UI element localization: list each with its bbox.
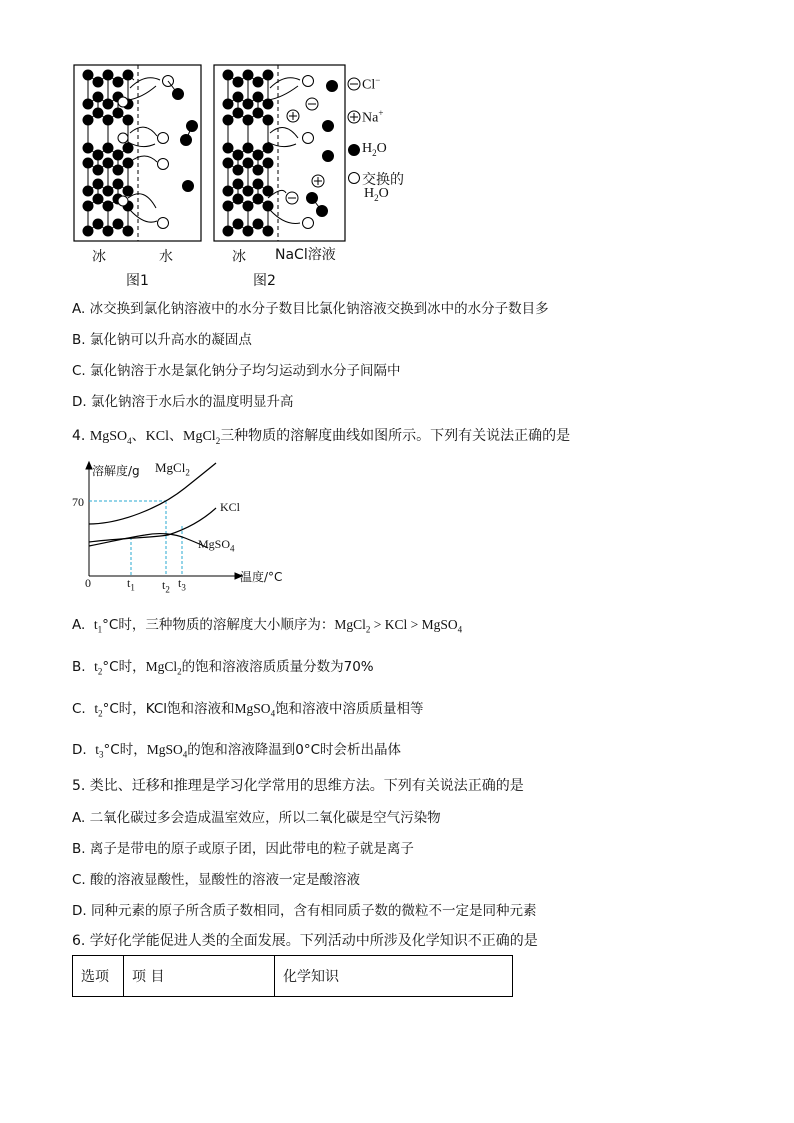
q6-header-knowledge: 化学知识 [275,956,513,997]
fig1-water-label: 水 [159,249,173,265]
q3-option-a: A. 冰交换到氯化钠溶液中的水分子数目比氯化钠溶液交换到冰中的水分子数目多 [72,301,549,317]
q4-option-b: B. $t_2^\circ C$时，MgCl$_2$的饱和溶液溶质质量分数为70% [72,659,374,677]
chart-y-tick-70: 70 [72,495,84,509]
q6-header-item: 项 目 [124,956,275,997]
legend-exchange-label: 交换的 [362,172,404,188]
chart-x-tick-t2: $t_2$ [162,578,170,595]
q6-header-option: 选项 [73,956,124,997]
q4-stem: 4. MgSO$_4$、KCl、MgCl$_2$三种物质的溶解度曲线如图所示。下列有关说法正确的是 [72,428,571,446]
q4-option-d: D. $t_3^\circ C$时，MgSO$_4$的饱和溶液降温到0°C时会析出晶体 [72,742,402,760]
chart-origin-label: 0 [85,576,91,590]
fig1-caption: 图1 [126,273,149,289]
chart-ylabel: 溶解度/g [92,464,140,478]
q5-option-d: D. 同种元素的原子所含质子数相同，含有相同质子数的微粒不一定是同种元素 [72,903,537,919]
kcl-curve [89,508,216,542]
fig1-ice-label: 冰 [92,249,106,265]
legend-symbols [348,78,360,184]
chart-series-kcl-label: KCl [220,500,241,514]
q6-table [72,955,513,997]
legend-cl-label: Cl− [362,75,381,93]
q4-option-a: A. $t_1^\circ C$时，三种物质的溶解度大小顺序为：MgCl$_2$ > KCl > MgSO$_4$ [72,617,463,635]
q5-option-a: A. 二氧化碳过多会造成温室效应，所以二氧化碳是空气污染物 [72,810,441,826]
chart-series-mgcl2-label: MgCl$_2$ [155,460,190,478]
q3-option-d: D. 氯化钠溶于水后水的温度明显升高 [72,394,294,410]
fig2-caption: 图2 [253,273,276,289]
fig2-ice-label: 冰 [232,249,246,265]
legend-exchange-h2o-label: $H_2O$ [364,186,389,203]
chart-x-tick-t3: $t_3$ [178,576,186,593]
chart-axes [86,462,242,579]
exchanged-water-icon [349,173,360,184]
q4-option-c: C. $t_2^\circ C$时，KCl饱和溶液和MgSO$_4$饱和溶液中溶质质量相等 [72,701,424,719]
q3-option-b: B. 氯化钠可以升高水的凝固点 [72,332,252,348]
water-molecule-icon [349,145,360,156]
fig2-solution-label: NaCl溶液 [275,247,336,263]
q5-stem: 5. 类比、迁移和推理是学习化学常用的思维方法。下列有关说法正确的是 [72,778,524,794]
q5-option-c: C. 酸的溶液显酸性，显酸性的溶液一定是酸溶液 [72,872,361,888]
q5-option-b: B. 离子是带电的原子或原子团，因此带电的粒子就是离子 [72,841,414,857]
legend-h2o-label: $H_2O$ [362,141,387,158]
mgso4-curve [89,534,208,548]
chart-series-mgso4-label: MgSO$_4$ [198,537,235,554]
chart-xlabel: 温度/°C [240,570,283,584]
fig2-solution-side [286,76,338,229]
q3-option-c: C. 氯化钠溶于水是氯化钠分子均匀运动到水分子间隔中 [72,363,401,379]
legend-na-label: Na+ [362,108,384,126]
table-row [73,956,513,997]
chart-x-tick-t1: $t_1$ [127,576,135,593]
q6-stem: 6. 学好化学能促进人类的全面发展。下列活动中所涉及化学知识不正确的是 [72,933,538,949]
